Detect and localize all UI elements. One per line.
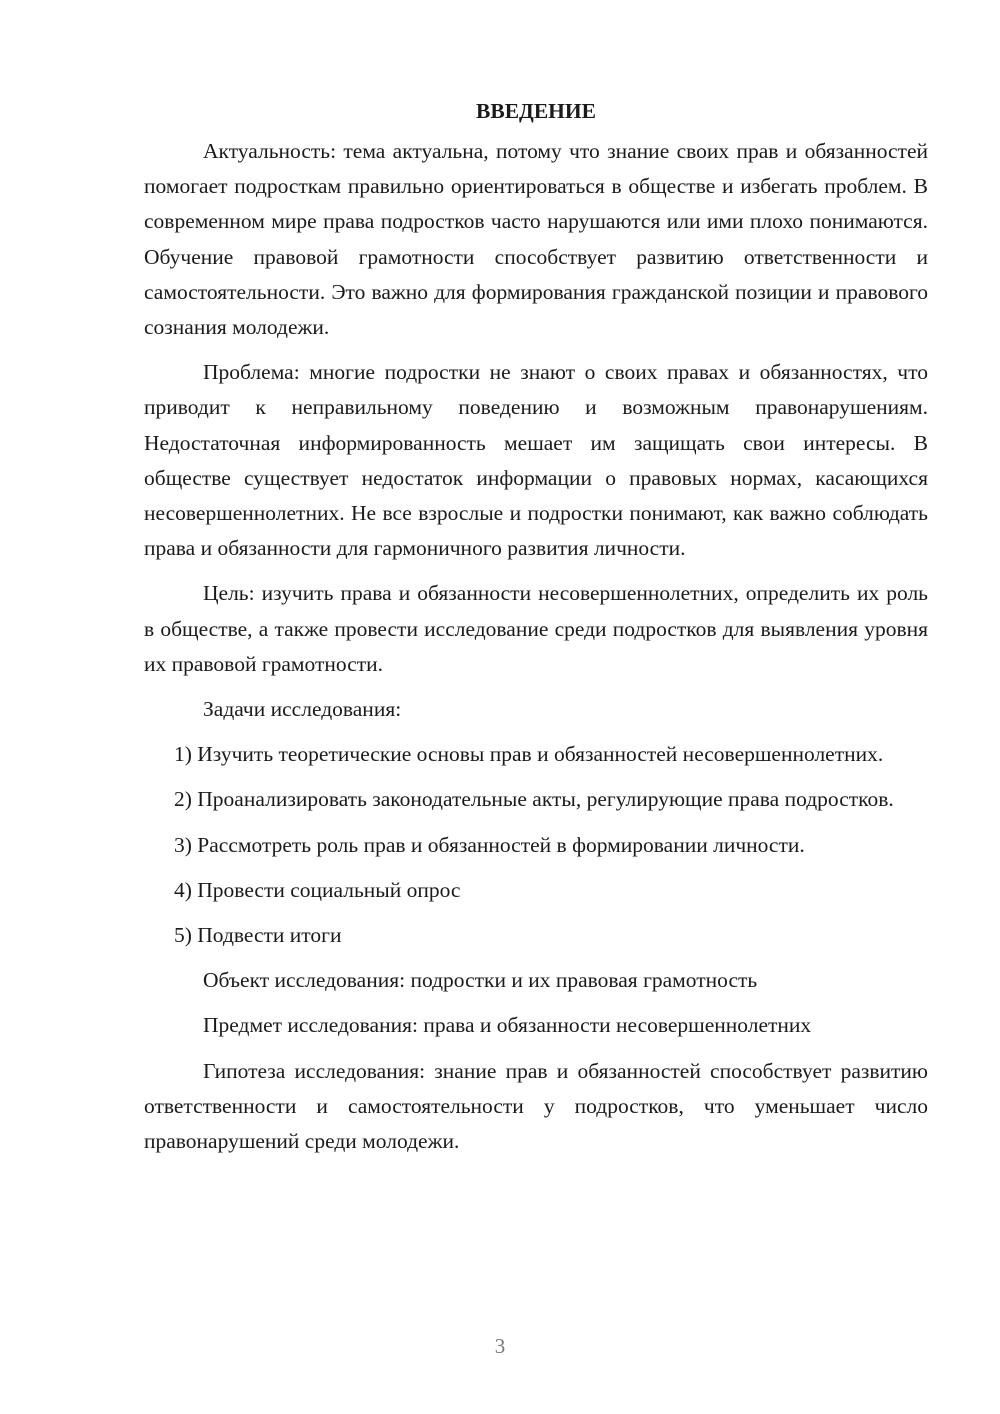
document-title: ВВЕДЕНИЕ — [476, 99, 596, 123]
page-number: 3 — [494, 1334, 506, 1358]
goal-paragraph: Цель: изучить права и обязанности несовершеннолетних, определить их роль в обществе, а также провести исследование среди подростков для выявления уровня их правовой грамотности. — [144, 581, 928, 676]
problem-paragraph: Проблема: многие подростки не знают о своих правах и обязанностях, что приводит к неправильному поведению и возможным правонарушениям. Недостаточная информированность мешает им защищать свои интересы. В обществе существует недостаток информации о правовых нормах, касающихся несовершеннолетних. Не все взрослые и подростки понимают, как важно соблюдать права и обязанности для гармоничного развития личности. — [144, 360, 928, 561]
document-page — [144, 92, 928, 1169]
research-subject: Предмет исследования: права и обязанности несовершеннолетних — [203, 1013, 812, 1038]
task-item-4: 4) Провести социальный опрос — [174, 877, 461, 902]
task-item-1: 1) Изучить теоретические основы прав и обязанностей несовершеннолетних. — [174, 742, 884, 767]
task-item-3: 3) Рассмотреть роль прав и обязанностей в формировании личности. — [174, 832, 805, 857]
task-item-5: 5) Подвести итоги — [174, 923, 342, 948]
hypothesis-paragraph: Гипотеза исследования: знание прав и обязанностей способствует развитию ответственности и самостоятельности у подростков, что уменьшает число правонарушений среди молодежи. — [144, 1058, 928, 1154]
tasks-heading: Задачи исследования: — [203, 697, 402, 722]
research-object: Объект исследования: подростки и их правовая грамотность — [203, 968, 758, 993]
relevance-paragraph: Актуальность: тема актуальна, потому что знание своих прав и обязанностей помогает подросткам правильно ориентироваться в обществе и избегать проблем. В современном мире права подростков часто нарушаются или ими плохо понимаются. Обучение правовой грамотности способствует развитию ответственности и самостоятельности. Это важно для формирования гражданской позиции и правового сознания молодежи. — [144, 139, 928, 340]
task-item-2: 2) Проанализировать законодательные акты, регулирующие права подростков. — [174, 787, 894, 812]
